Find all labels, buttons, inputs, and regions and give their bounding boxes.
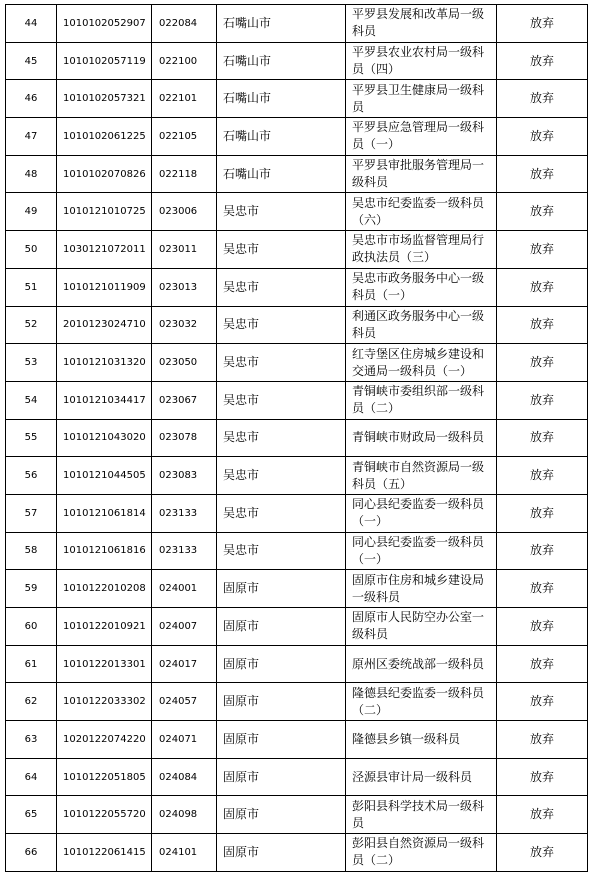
position-cell: 平罗县应急管理局一级科员（一） xyxy=(346,118,497,156)
exam-number-cell: 1010102057321 xyxy=(57,80,152,118)
result-cell: 放弃 xyxy=(497,721,588,759)
post-code-cell: 022118 xyxy=(152,155,217,193)
result-cell: 放弃 xyxy=(497,155,588,193)
row-seq-cell: 55 xyxy=(6,419,57,457)
result-cell: 放弃 xyxy=(497,570,588,608)
position-cell: 固原市住房和城乡建设局一级科员 xyxy=(346,570,497,608)
table-row xyxy=(6,419,588,457)
post-code-cell: 023067 xyxy=(152,381,217,419)
row-seq-cell: 48 xyxy=(6,155,57,193)
result-cell: 放弃 xyxy=(497,268,588,306)
city-cell: 吴忠市 xyxy=(217,532,346,570)
city-cell: 吴忠市 xyxy=(217,457,346,495)
city-cell: 吴忠市 xyxy=(217,268,346,306)
city-cell: 石嘴山市 xyxy=(217,80,346,118)
result-cell: 放弃 xyxy=(497,494,588,532)
position-cell: 彭阳县科学技术局一级科员 xyxy=(346,796,497,834)
table-row xyxy=(6,758,588,796)
city-cell: 吴忠市 xyxy=(217,306,346,344)
post-code-cell: 023013 xyxy=(152,268,217,306)
city-cell: 固原市 xyxy=(217,834,346,872)
exam-number-cell: 1010122051805 xyxy=(57,758,152,796)
exam-number-cell: 1010121043020 xyxy=(57,419,152,457)
post-code-cell: 023133 xyxy=(152,532,217,570)
post-code-cell: 024098 xyxy=(152,796,217,834)
table-row xyxy=(6,683,588,721)
post-code-cell: 023078 xyxy=(152,419,217,457)
table-row xyxy=(6,645,588,683)
result-cell: 放弃 xyxy=(497,796,588,834)
table-row xyxy=(6,306,588,344)
result-cell: 放弃 xyxy=(497,419,588,457)
position-cell: 利通区政务服务中心一级科员 xyxy=(346,306,497,344)
exam-number-cell: 1010121061814 xyxy=(57,494,152,532)
table-row xyxy=(6,118,588,156)
city-cell: 石嘴山市 xyxy=(217,42,346,80)
position-cell: 青铜峡市委组织部一级科员（二） xyxy=(346,381,497,419)
city-cell: 固原市 xyxy=(217,758,346,796)
table-row xyxy=(6,381,588,419)
exam-number-cell: 1010102052907 xyxy=(57,5,152,43)
post-code-cell: 023050 xyxy=(152,344,217,382)
table-row xyxy=(6,834,588,872)
position-cell: 红寺堡区住房城乡建设和交通局一级科员（一） xyxy=(346,344,497,382)
result-cell: 放弃 xyxy=(497,42,588,80)
table-row xyxy=(6,344,588,382)
exam-number-cell: 1010122061415 xyxy=(57,834,152,872)
result-cell: 放弃 xyxy=(497,532,588,570)
position-cell: 隆德县纪委监委一级科员（二） xyxy=(346,683,497,721)
city-cell: 吴忠市 xyxy=(217,193,346,231)
row-seq-cell: 64 xyxy=(6,758,57,796)
table-row xyxy=(6,721,588,759)
table-row xyxy=(6,80,588,118)
exam-number-cell: 1010102057119 xyxy=(57,42,152,80)
city-cell: 石嘴山市 xyxy=(217,118,346,156)
result-cell: 放弃 xyxy=(497,306,588,344)
position-cell: 隆德县乡镇一级科员 xyxy=(346,721,497,759)
row-seq-cell: 52 xyxy=(6,306,57,344)
position-cell: 泾源县审计局一级科员 xyxy=(346,758,497,796)
result-cell: 放弃 xyxy=(497,381,588,419)
result-cell: 放弃 xyxy=(497,608,588,646)
post-code-cell: 023133 xyxy=(152,494,217,532)
position-cell: 固原市人民防空办公室一级科员 xyxy=(346,608,497,646)
table-row xyxy=(6,608,588,646)
post-code-cell: 024101 xyxy=(152,834,217,872)
table-row xyxy=(6,268,588,306)
row-seq-cell: 49 xyxy=(6,193,57,231)
row-seq-cell: 54 xyxy=(6,381,57,419)
row-seq-cell: 45 xyxy=(6,42,57,80)
result-cell: 放弃 xyxy=(497,193,588,231)
city-cell: 固原市 xyxy=(217,645,346,683)
row-seq-cell: 62 xyxy=(6,683,57,721)
city-cell: 固原市 xyxy=(217,570,346,608)
exam-number-cell: 1010102070826 xyxy=(57,155,152,193)
table-row xyxy=(6,155,588,193)
result-cell: 放弃 xyxy=(497,118,588,156)
city-cell: 吴忠市 xyxy=(217,419,346,457)
result-cell: 放弃 xyxy=(497,683,588,721)
exam-number-cell: 1010102061225 xyxy=(57,118,152,156)
post-code-cell: 022101 xyxy=(152,80,217,118)
post-code-cell: 022084 xyxy=(152,5,217,43)
row-seq-cell: 44 xyxy=(6,5,57,43)
row-seq-cell: 56 xyxy=(6,457,57,495)
table-row xyxy=(6,796,588,834)
city-cell: 石嘴山市 xyxy=(217,5,346,43)
city-cell: 固原市 xyxy=(217,683,346,721)
exam-number-cell: 1010122010208 xyxy=(57,570,152,608)
city-cell: 吴忠市 xyxy=(217,381,346,419)
city-cell: 吴忠市 xyxy=(217,231,346,269)
table-row xyxy=(6,193,588,231)
table-row xyxy=(6,532,588,570)
row-seq-cell: 59 xyxy=(6,570,57,608)
result-cell: 放弃 xyxy=(497,231,588,269)
city-cell: 吴忠市 xyxy=(217,494,346,532)
table-row xyxy=(6,5,588,43)
result-cell: 放弃 xyxy=(497,80,588,118)
row-seq-cell: 58 xyxy=(6,532,57,570)
result-cell: 放弃 xyxy=(497,5,588,43)
post-code-cell: 024084 xyxy=(152,758,217,796)
table-row xyxy=(6,570,588,608)
row-seq-cell: 63 xyxy=(6,721,57,759)
exam-number-cell: 1010121034417 xyxy=(57,381,152,419)
row-seq-cell: 50 xyxy=(6,231,57,269)
city-cell: 固原市 xyxy=(217,721,346,759)
post-code-cell: 023006 xyxy=(152,193,217,231)
exam-number-cell: 1030121072011 xyxy=(57,231,152,269)
row-seq-cell: 51 xyxy=(6,268,57,306)
table-row xyxy=(6,457,588,495)
row-seq-cell: 65 xyxy=(6,796,57,834)
results-table xyxy=(5,4,588,872)
post-code-cell: 024007 xyxy=(152,608,217,646)
table-row xyxy=(6,42,588,80)
exam-number-cell: 1010121011909 xyxy=(57,268,152,306)
results-table-body xyxy=(6,5,588,872)
post-code-cell: 024057 xyxy=(152,683,217,721)
city-cell: 固原市 xyxy=(217,796,346,834)
row-seq-cell: 57 xyxy=(6,494,57,532)
exam-number-cell: 1010121031320 xyxy=(57,344,152,382)
table-row xyxy=(6,231,588,269)
exam-number-cell: 1010121061816 xyxy=(57,532,152,570)
position-cell: 彭阳县自然资源局一级科员（二） xyxy=(346,834,497,872)
result-cell: 放弃 xyxy=(497,834,588,872)
position-cell: 平罗县卫生健康局一级科员 xyxy=(346,80,497,118)
exam-number-cell: 2010123024710 xyxy=(57,306,152,344)
post-code-cell: 022100 xyxy=(152,42,217,80)
post-code-cell: 023032 xyxy=(152,306,217,344)
result-cell: 放弃 xyxy=(497,457,588,495)
exam-number-cell: 1010121010725 xyxy=(57,193,152,231)
row-seq-cell: 46 xyxy=(6,80,57,118)
position-cell: 同心县纪委监委一级科员（一） xyxy=(346,494,497,532)
position-cell: 青铜峡市财政局一级科员 xyxy=(346,419,497,457)
exam-number-cell: 1010121044505 xyxy=(57,457,152,495)
row-seq-cell: 66 xyxy=(6,834,57,872)
row-seq-cell: 47 xyxy=(6,118,57,156)
result-cell: 放弃 xyxy=(497,758,588,796)
position-cell: 吴忠市政务服务中心一级科员（一） xyxy=(346,268,497,306)
row-seq-cell: 60 xyxy=(6,608,57,646)
exam-number-cell: 1010122055720 xyxy=(57,796,152,834)
city-cell: 固原市 xyxy=(217,608,346,646)
position-cell: 原州区委统战部一级科员 xyxy=(346,645,497,683)
result-cell: 放弃 xyxy=(497,344,588,382)
city-cell: 吴忠市 xyxy=(217,344,346,382)
post-code-cell: 023083 xyxy=(152,457,217,495)
exam-number-cell: 1010122033302 xyxy=(57,683,152,721)
exam-number-cell: 1010122010921 xyxy=(57,608,152,646)
exam-number-cell: 1010122013301 xyxy=(57,645,152,683)
row-seq-cell: 53 xyxy=(6,344,57,382)
position-cell: 青铜峡市自然资源局一级科员（五） xyxy=(346,457,497,495)
position-cell: 平罗县农业农村局一级科员（四） xyxy=(346,42,497,80)
position-cell: 平罗县审批服务管理局一级科员 xyxy=(346,155,497,193)
position-cell: 平罗县发展和改革局一级科员 xyxy=(346,5,497,43)
post-code-cell: 024001 xyxy=(152,570,217,608)
position-cell: 同心县纪委监委一级科员（一） xyxy=(346,532,497,570)
post-code-cell: 024071 xyxy=(152,721,217,759)
exam-number-cell: 1020122074220 xyxy=(57,721,152,759)
position-cell: 吴忠市纪委监委一级科员（六） xyxy=(346,193,497,231)
position-cell: 吴忠市市场监督管理局行政执法员（三） xyxy=(346,231,497,269)
post-code-cell: 023011 xyxy=(152,231,217,269)
table-row xyxy=(6,494,588,532)
result-cell: 放弃 xyxy=(497,645,588,683)
city-cell: 石嘴山市 xyxy=(217,155,346,193)
row-seq-cell: 61 xyxy=(6,645,57,683)
post-code-cell: 024017 xyxy=(152,645,217,683)
post-code-cell: 022105 xyxy=(152,118,217,156)
